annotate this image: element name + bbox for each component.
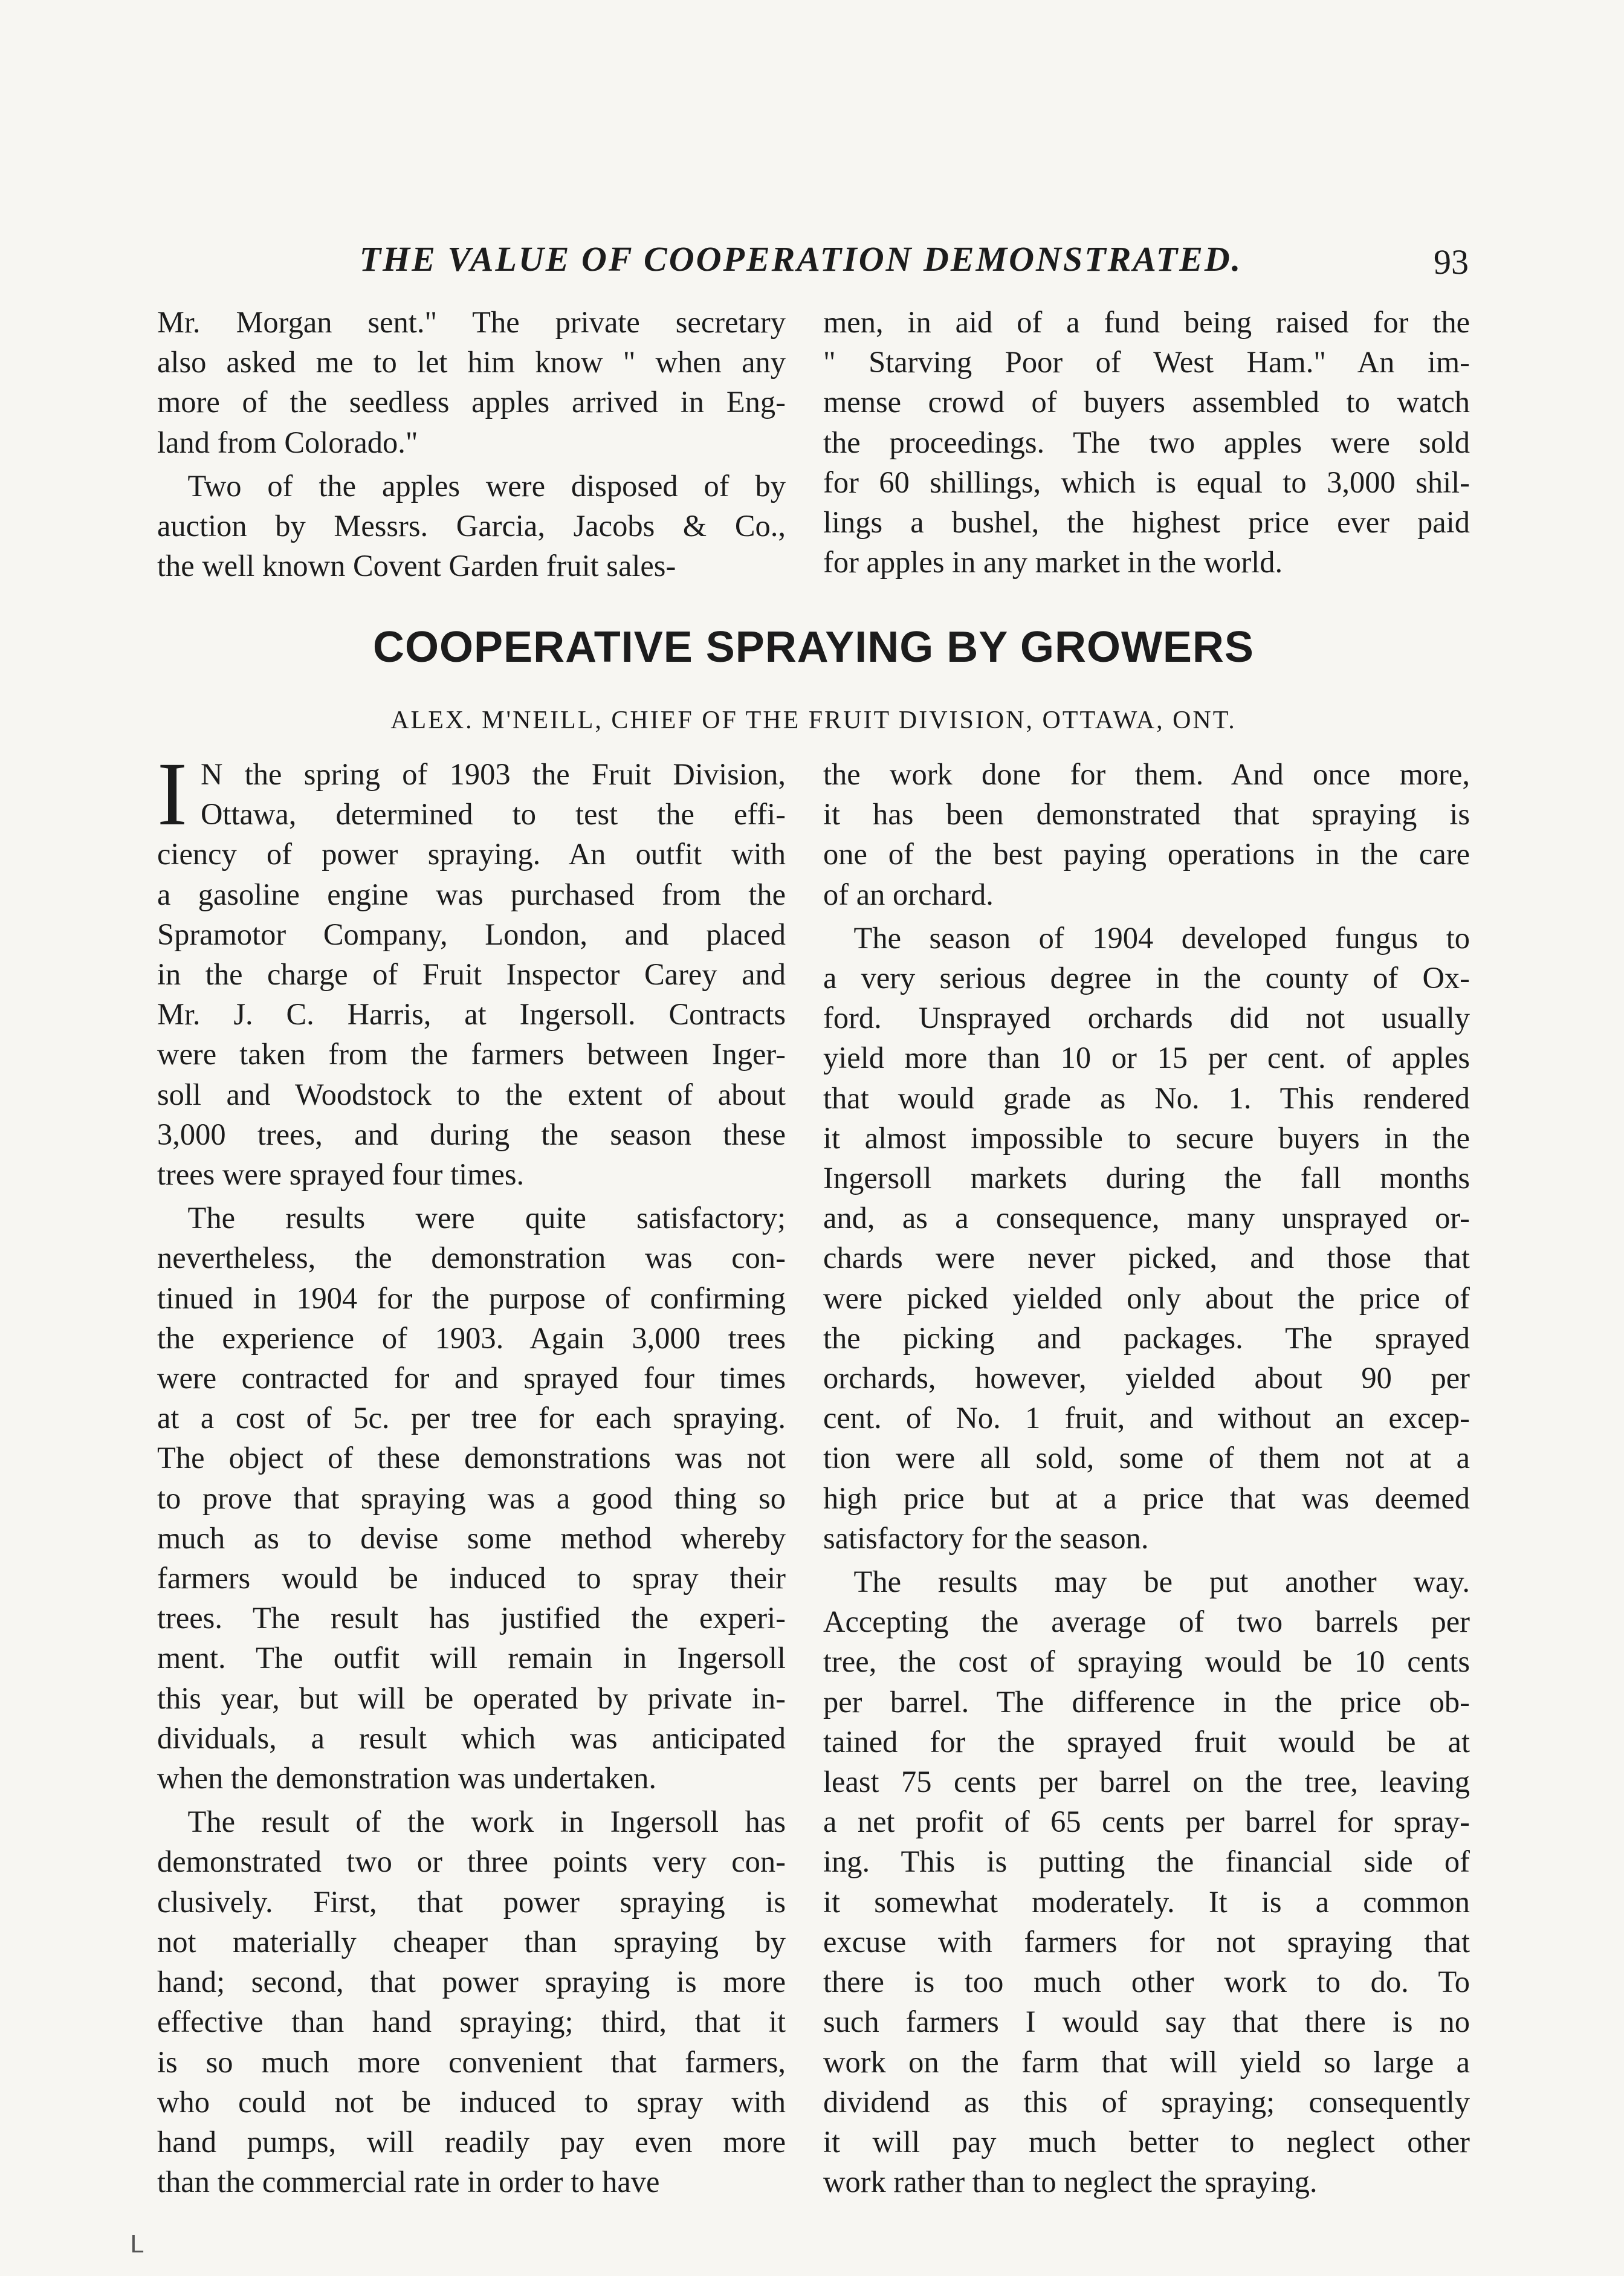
text-line: the well known Covent Garden fruit sales-	[157, 549, 676, 583]
text-line: farmers would be induced to spray their	[157, 1561, 786, 1595]
text-line: yield more than 10 or 15 per cent. of apples	[823, 1041, 1470, 1075]
text-line: per barrel. The difference in the price ob-	[823, 1684, 1470, 1719]
paragraph	[823, 918, 1470, 1558]
text-line: the proceedings. The two apples were sold	[823, 425, 1470, 459]
paragraph	[823, 754, 1470, 914]
text-line: ford. Unsprayed orchards did not usually	[823, 1001, 1470, 1035]
text-line: than the commercial rate in order to have	[157, 2165, 660, 2199]
text-line: excuse with farmers for not spraying that	[823, 1924, 1470, 1959]
text-line: Accepting the average of two barrels per	[823, 1605, 1470, 1639]
text-line: also asked me to let him know " when any	[157, 345, 786, 380]
text-line: Ingersoll markets during the fall months	[823, 1161, 1470, 1195]
paragraph	[157, 302, 786, 462]
text-line: of an orchard.	[823, 877, 994, 911]
text-line: The result of the work in Ingersoll has	[157, 1805, 786, 1839]
paragraph	[157, 1802, 786, 2202]
text-line: is so much more convenient that farmers,	[157, 2045, 786, 2079]
text-line: a very serious degree in the county of Ox-	[823, 961, 1470, 995]
text-line: 3,000 trees, and during the season these	[157, 1117, 786, 1151]
text-line: The results may be put another way.	[823, 1565, 1470, 1599]
text-line: high price but at a price that was deemed	[823, 1481, 1470, 1515]
text-line: chards were never picked, and those that	[823, 1241, 1470, 1275]
text-line: a net profit of 65 cents per barrel for spray-	[823, 1805, 1470, 1839]
text-line: when the demonstration was undertaken.	[157, 1761, 657, 1796]
paragraph	[157, 1198, 786, 1798]
text-line: work rather than to neglect the spraying.	[823, 2165, 1318, 2199]
paragraph	[823, 302, 1470, 582]
text-line: for apples in any market in the world.	[823, 545, 1283, 580]
text-line: effective than hand spraying; third, that it	[157, 2005, 786, 2039]
text-line: hand; second, that power spraying is more	[157, 1965, 786, 1999]
text-line: it almost impossible to secure buyers in the	[823, 1120, 1470, 1155]
text-line: were taken from the farmers between Inger-	[157, 1037, 786, 1072]
text-line: it will pay much better to neglect other	[823, 2124, 1470, 2159]
text-line: tree, the cost of spraying would be 10 cents	[823, 1644, 1470, 1679]
text-line: trees. The result has justified the experi-	[157, 1601, 786, 1635]
text-line: this year, but will be operated by private in-	[157, 1681, 786, 1715]
text-line: a gasoline engine was purchased from the	[157, 877, 786, 911]
text-line: at a cost of 5c. per tree for each spraying.	[157, 1401, 786, 1435]
text-line: the experience of 1903. Again 3,000 trees	[157, 1321, 786, 1355]
text-line: Spramotor Company, London, and placed	[157, 917, 786, 951]
article-left-column	[157, 744, 786, 2205]
text-line: least 75 cents per barrel on the tree, leaving	[823, 1765, 1470, 1799]
text-line: and, as a consequence, many unsprayed or-	[823, 1201, 1470, 1235]
text-line: Mr. J. C. Harris, at Ingersoll. Contracts	[157, 997, 786, 1032]
text-line: dividuals, a result which was anticipated	[157, 1721, 786, 1755]
text-line: the picking and packages. The sprayed	[823, 1321, 1470, 1355]
text-line: were picked yielded only about the price of	[823, 1281, 1470, 1315]
text-line: Two of the apples were disposed of by	[157, 468, 786, 503]
text-line: The results were quite satisfactory;	[157, 1201, 786, 1235]
text-line: " Starving Poor of West Ham." An im-	[823, 345, 1470, 380]
text-line: dividend as this of spraying; consequently	[823, 2084, 1470, 2119]
text-line: nevertheless, the demonstration was con-	[157, 1241, 786, 1275]
margin-mark: ᒪ	[130, 2231, 144, 2258]
text-line: auction by Messrs. Garcia, Jacobs & Co.,	[157, 509, 786, 543]
text-line: trees were sprayed four times.	[157, 1157, 525, 1192]
previous-article-left-column	[157, 302, 786, 589]
text-line: land from Colorado."	[157, 425, 418, 459]
page-number: 93	[1434, 242, 1469, 282]
text-line: orchards, however, yielded about 90 per	[823, 1361, 1470, 1395]
previous-article-right-column	[823, 302, 1470, 586]
text-line: Ottawa, determined to test the effi-	[200, 797, 786, 832]
paragraph	[157, 466, 786, 586]
text-line: cent. of No. 1 fruit, and without an excep-	[823, 1401, 1470, 1435]
text-line: to prove that spraying was a good thing so	[157, 1481, 786, 1515]
text-line: the work done for them. And once more,	[823, 757, 1470, 791]
text-line: there is too much other work to do. To	[823, 1965, 1470, 1999]
text-line: tion were all sold, some of them not at a	[823, 1441, 1470, 1475]
text-line: in the charge of Fruit Inspector Carey and	[157, 957, 786, 992]
paragraph	[157, 744, 786, 1194]
text-line: N the spring of 1903 the Fruit Division,	[200, 757, 786, 791]
text-line: one of the best paying operations in the care	[823, 837, 1470, 871]
text-line: tained for the sprayed fruit would be at	[823, 1724, 1470, 1759]
text-line: satisfactory for the season.	[823, 1521, 1149, 1555]
text-line: ing. This is putting the financial side of	[823, 1844, 1470, 1879]
text-line: much as to devise some method whereby	[157, 1521, 786, 1555]
text-line: it has been demonstrated that spraying is	[823, 797, 1470, 832]
text-line: lings a bushel, the highest price ever paid	[823, 505, 1470, 540]
text-line: it somewhat moderately. It is a common	[823, 1884, 1470, 1919]
text-line: The season of 1904 developed fungus to	[823, 920, 1470, 955]
running-title: THE VALUE OF COOPERATION DEMONSTRATED.	[359, 239, 1243, 279]
text-line: such farmers I would say that there is no	[823, 2005, 1470, 2039]
text-line: who could not be induced to spray with	[157, 2084, 786, 2119]
text-line: Mr. Morgan sent." The private secretary	[157, 305, 786, 339]
text-line: hand pumps, will readily pay even more	[157, 2124, 786, 2159]
text-line: men, in aid of a fund being raised for the	[823, 305, 1470, 339]
text-line: demonstrated two or three points very con-	[157, 1844, 786, 1879]
text-line: clusively. First, that power spraying is	[157, 1884, 786, 1919]
text-line: ment. The outfit will remain in Ingersoll	[157, 1641, 786, 1675]
drop-cap: I	[157, 744, 187, 844]
text-line: not materially cheaper than spraying by	[157, 1924, 786, 1959]
paragraph	[823, 1562, 1470, 2202]
text-line: more of the seedless apples arrived in Eng-	[157, 385, 786, 419]
text-line: work on the farm that will yield so large a	[823, 2045, 1470, 2079]
text-line: soll and Woodstock to the extent of about	[157, 1077, 786, 1111]
text-line: for 60 shillings, which is equal to 3,000 shil-	[823, 465, 1470, 499]
article-byline: ALEX. M'NEILL, CHIEF OF THE FRUIT DIVISION, OTTAWA, ONT.	[390, 706, 1237, 734]
text-line: were contracted for and sprayed four times	[157, 1361, 786, 1395]
article-title: COOPERATIVE SPRAYING BY GROWERS	[373, 623, 1254, 671]
text-line: The object of these demonstrations was not	[157, 1441, 786, 1475]
text-line: tinued in 1904 for the purpose of confirming	[157, 1281, 786, 1315]
text-line: mense crowd of buyers assembled to watch	[823, 385, 1470, 419]
article-right-column	[823, 754, 1470, 2205]
text-line: that would grade as No. 1. This rendered	[823, 1081, 1470, 1115]
text-line: ciency of power spraying. An outfit with	[157, 837, 786, 871]
